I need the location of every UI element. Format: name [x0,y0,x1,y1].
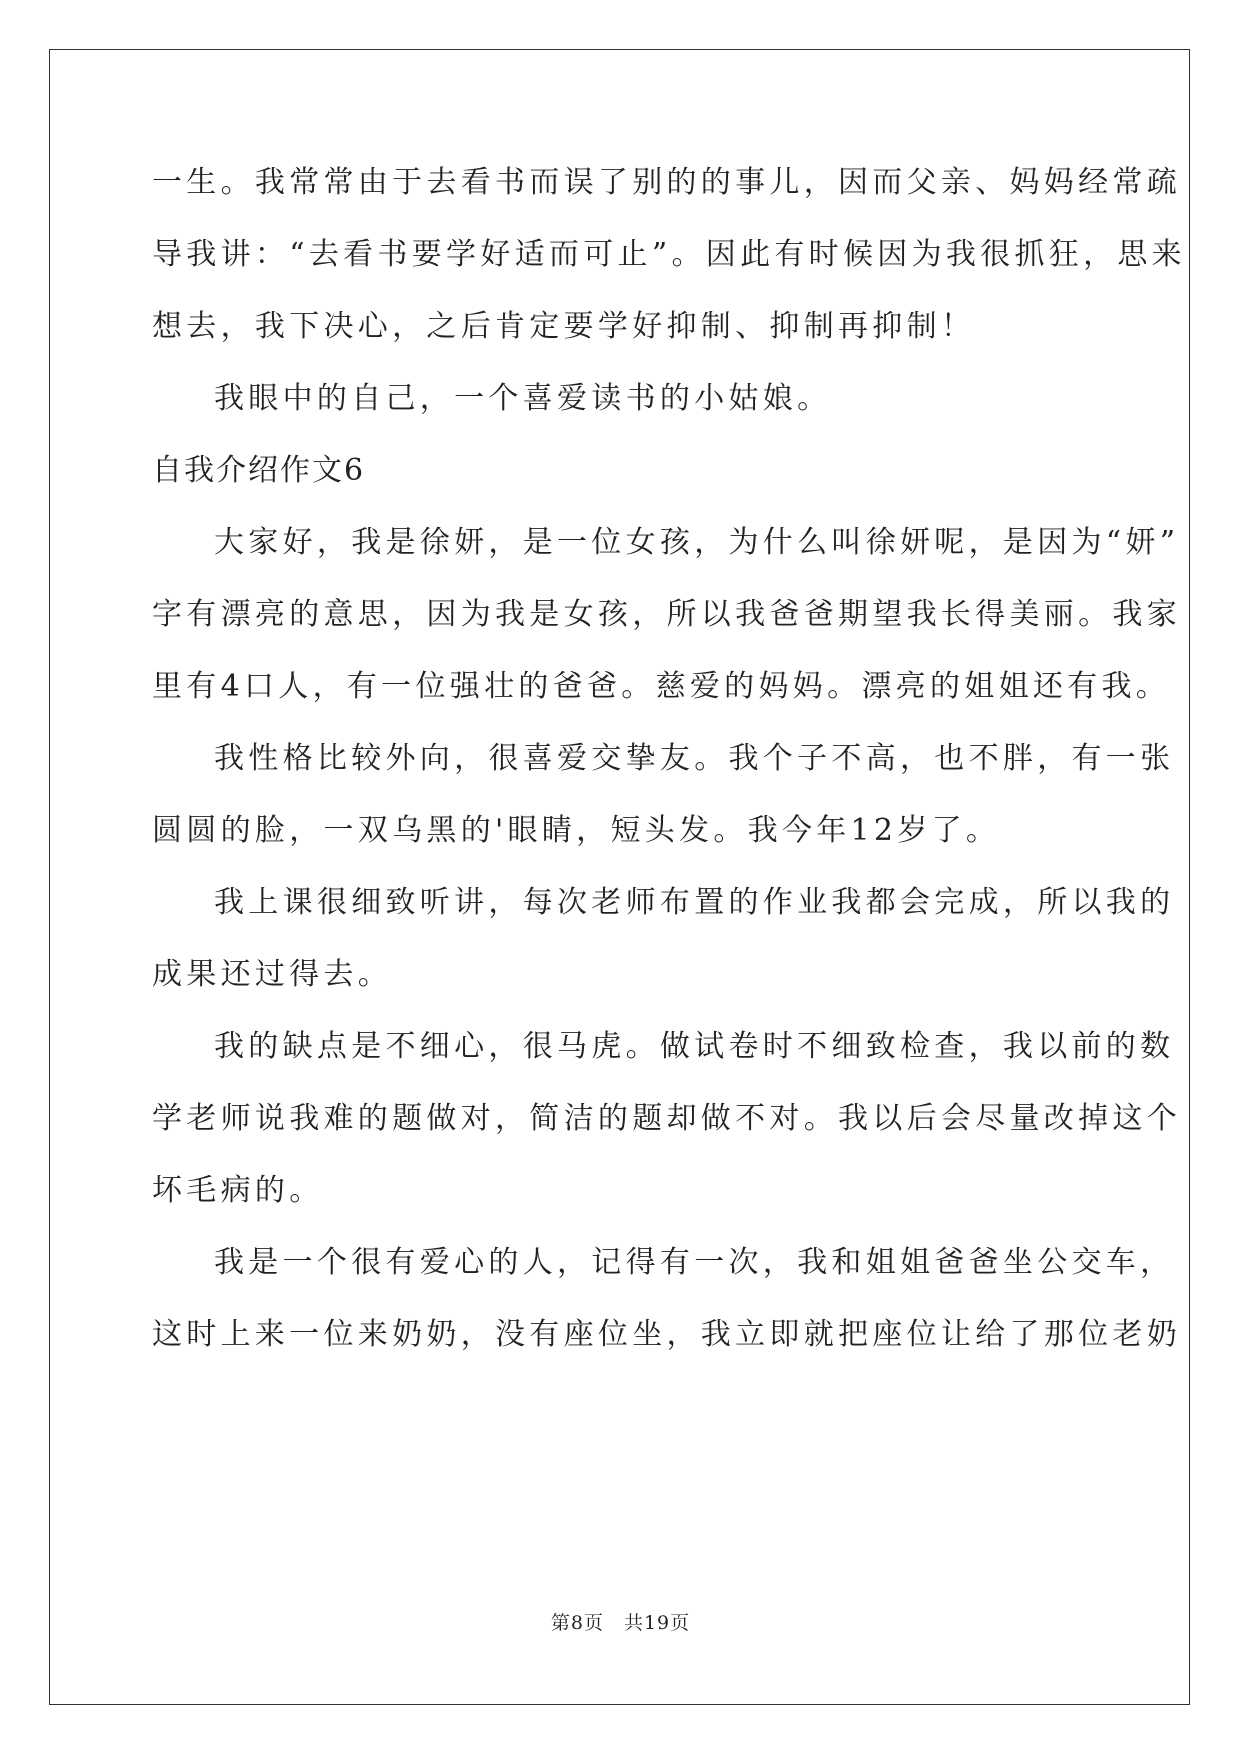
page-border [49,49,1190,1705]
text-line: 成果还过得去。 [152,957,393,992]
text-line: 里有4口人，有一位强壮的爸爸。慈爱的妈妈。漂亮的姐姐还有我。 [152,669,1171,704]
text-line: 我眼中的自己，一个喜爱读书的小姑娘。 [214,381,832,416]
text-line: 这时上来一位来奶奶，没有座位坐，我立即就把座位让给了那位老奶 [152,1317,1181,1352]
page-number-footer: 第8页 共19页 [550,1612,691,1634]
text-line: 大家好，我是徐妍，是一位女孩，为什么叫徐妍呢，是因为“妍” [214,525,1180,560]
text-line: 我的缺点是不细心，很马虎。做试卷时不细致检查，我以前的数 [214,1029,1175,1064]
text-line: 导我讲：“去看书要学好适而可止”。因此有时候因为我很抓狂，思来 [152,237,1186,272]
text-line: 我上课很细致听讲，每次老师布置的作业我都会完成，所以我的 [214,885,1175,920]
text-line: 圆圆的脸，一双乌黑的'眼睛，短头发。我今年12岁了。 [152,813,1001,848]
text-line: 学老师说我难的题做对，简洁的题却做不对。我以后会尽量改掉这个 [152,1101,1181,1136]
text-line: 字有漂亮的意思，因为我是女孩，所以我爸爸期望我长得美丽。我家 [152,597,1181,632]
text-line: 想去，我下决心，之后肯定要学好抑制、抑制再抑制！ [152,309,976,344]
text-line: 我性格比较外向，很喜爱交挚友。我个子不高，也不胖，有一张 [214,741,1175,776]
text-line: 坏毛病的。 [152,1173,324,1208]
text-line: 我是一个很有爱心的人，记得有一次，我和姐姐爸爸坐公交车， [214,1245,1175,1280]
section-heading: 自我介绍作文6 [152,453,366,488]
text-line: 一生。我常常由于去看书而误了别的的事儿，因而父亲、妈妈经常疏 [152,165,1181,200]
